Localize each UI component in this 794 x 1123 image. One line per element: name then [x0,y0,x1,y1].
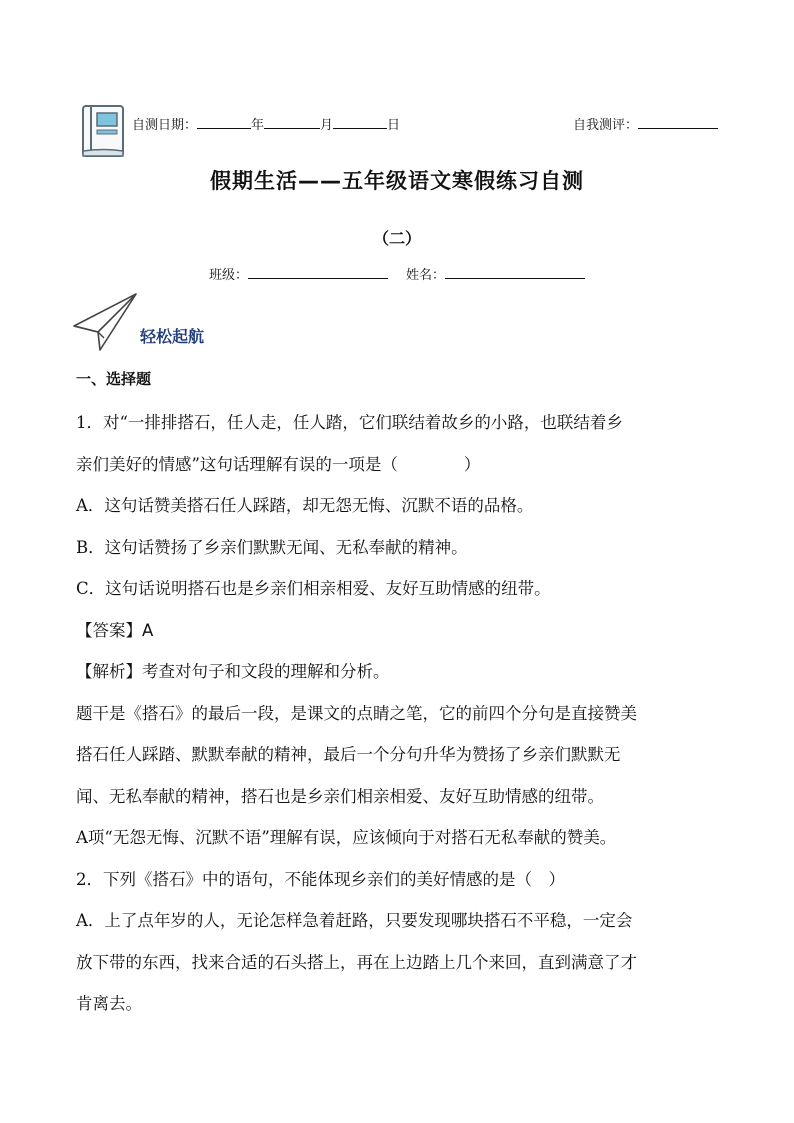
test-date-field [132,114,400,133]
q1-stem-line2: 亲们美好的情感”这句话理解有误的一项是（ ） [76,454,481,474]
month-label: 月 [320,118,334,133]
book-icon [80,104,128,160]
q2-stem: 2．下列《搭石》中的语句，不能体现乡亲们的美好情感的是（ ） [76,869,565,889]
day-blank[interactable] [333,114,387,129]
q1-answer: 【答案】A [76,620,154,640]
q1-analysis-line1: 题干是《搭石》的最后一段，是课文的点睛之笔，它的前四个分句是直接赞美 [76,703,637,723]
q1-analysis-line4: A项“无怨无悔、沉默不语”理解有误，应该倾向于对搭石无私奉献的赞美。 [76,828,617,847]
name-blank[interactable] [445,264,585,279]
q1-option-b: B．这句话赞扬了乡亲们默默无闻、无私奉献的精神。 [76,537,468,557]
q1-option-c: C．这句话说明搭石也是乡亲们相亲相爱、友好互助情感的纽带。 [76,579,551,598]
year-label: 年 [251,118,265,133]
page-subtitle: （二） [372,229,421,248]
date-label: 自测日期： [132,118,198,133]
q2-option-a-line2: 放下带的东西，找来合适的石头搭上，再在上边踏上几个来回，直到满意了才 [76,952,637,972]
q1-analysis-title: 【解析】考查对句子和文段的理解和分析。 [76,662,390,681]
day-label: 日 [387,118,401,133]
question-content [76,366,724,1025]
name-row [0,264,794,283]
section-banner-title: 轻松起航 [140,327,205,346]
eval-label: 自我测评： [572,118,638,133]
q1-stem-line1: 1．对“一排排搭石，任人走，任人踏，它们联结着故乡的小路，也联结着乡 [76,413,623,432]
section-heading: 一、选择题 [76,370,152,388]
q2-option-a-line1: A．上了点年岁的人，无论怎样急着赶路，只要发现哪块搭石不平稳，一定会 [76,911,633,930]
class-label: 班级： [208,268,248,283]
name-label: 姓名： [406,268,446,283]
q2-option-a-line3: 肯离去。 [76,994,142,1013]
header-row [80,104,720,160]
month-blank[interactable] [264,114,320,129]
page-title: 假期生活——五年级语文寒假练习自测 [210,169,584,193]
q1-analysis-line3: 闻、无私奉献的精神，搭石也是乡亲们相亲相爱、友好互助情感的纽带。 [76,786,604,806]
q1-analysis-line2: 搭石任人踩踏、默默奉献的精神，最后一个分句升华为赞扬了乡亲们默默无 [76,745,621,764]
section-banner [70,292,370,356]
paper-plane-icon [70,292,142,352]
year-blank[interactable] [197,114,251,129]
q1-option-a: A．这句话赞美搭石任人踩踏，却无怨无悔、沉默不语的品格。 [76,496,534,515]
class-blank[interactable] [248,264,388,279]
self-eval-field [573,114,718,133]
eval-blank[interactable] [638,114,718,129]
